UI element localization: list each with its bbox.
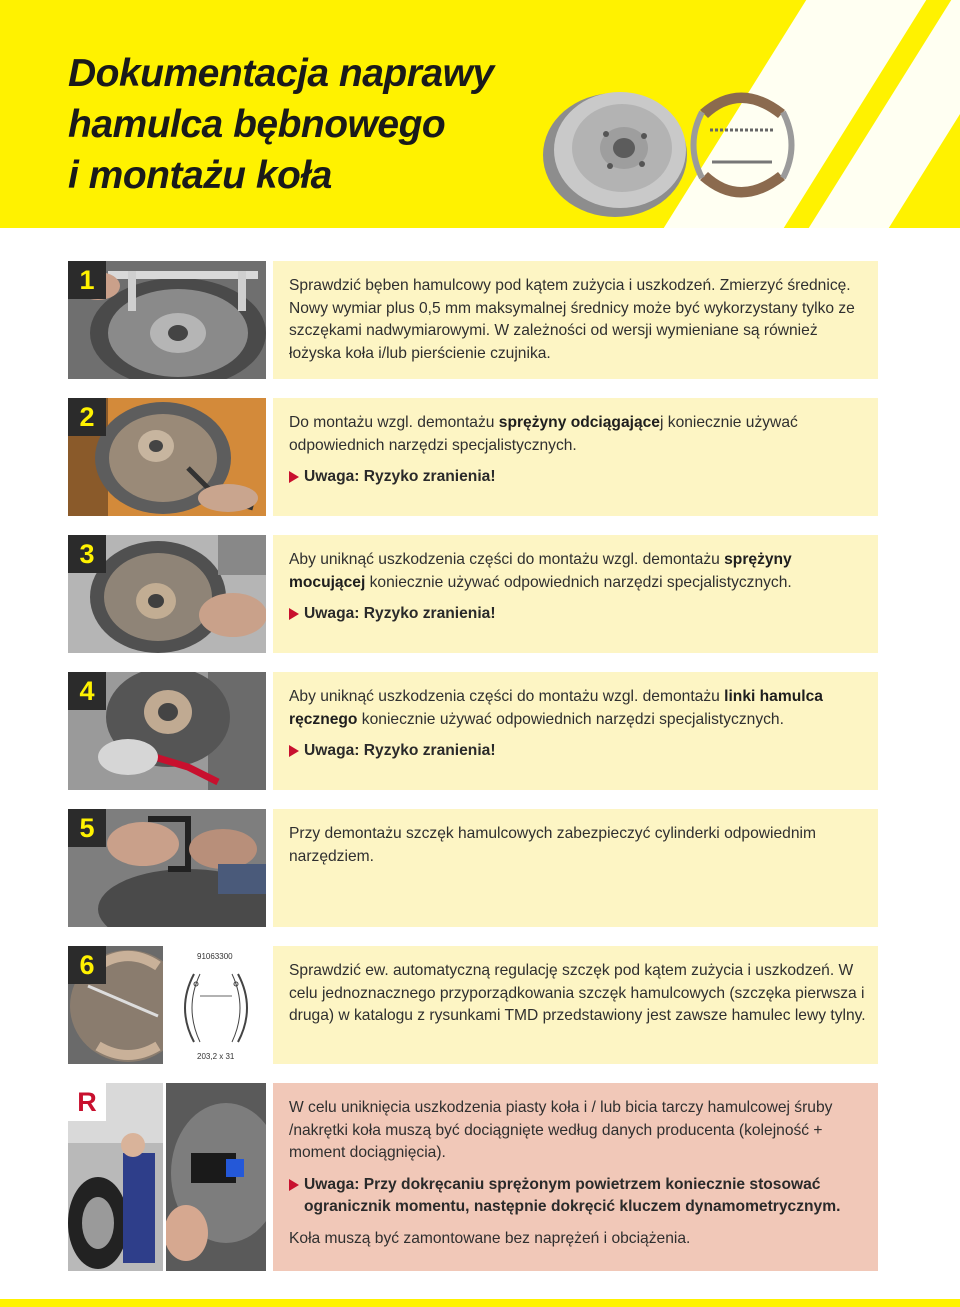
text-segment: Aby uniknąć uszkodzenia części do montażu wzgl. demontażu xyxy=(289,551,725,568)
text-segment: koniecznie używać odpowiednich narzędzi specjalistycznych. xyxy=(357,710,784,728)
warning-text: Uwaga: Przy dokręcaniu sprężonym powietrzem koniecznie stosować ogranicznik momentu, następnie dokręcić kluczem dynamometrycznym. xyxy=(289,1174,868,1219)
step-5 xyxy=(68,809,878,927)
step-r-text-panel xyxy=(273,1083,878,1271)
step-1-text-panel xyxy=(273,261,878,379)
step-6 xyxy=(68,946,878,1064)
header-banner xyxy=(0,0,960,228)
step-2-text xyxy=(289,412,868,457)
bottom-bar xyxy=(0,1299,960,1307)
shoe-diagram xyxy=(166,946,266,1064)
text-segment: Aby uniknąć uszkodzenia części do montażu wzgl. demontażu xyxy=(289,688,725,705)
step-3-text-panel xyxy=(273,535,878,653)
text-bold: sprężyny mocującej xyxy=(289,551,792,591)
step-3-text xyxy=(289,549,868,594)
step-number: 5 xyxy=(68,809,106,847)
title-line-3: i montażu koła xyxy=(68,154,332,197)
step-number: 6 xyxy=(68,946,106,984)
page-title xyxy=(68,48,494,201)
text-segment: j koniecznie używać odpowiednich narzędzi specjalistycznych. xyxy=(289,414,798,454)
step-6-text-panel xyxy=(273,946,878,1064)
step-6-text: Sprawdzić ew. automatyczną regulację szczęk pod kątem zużycia i uszkodzeń. W celu jednoznacznego przyporządkowania szczęk hamulcowych (szczęka pierwsza i druga) w katalogu z rysunkami TMD przedstawiony jest zawsze hamulec lewy tylny. xyxy=(289,962,866,1025)
step-r xyxy=(68,1083,878,1271)
step-4-text xyxy=(289,686,868,731)
text-segment: koniecznie używać odpowiednich narzędzi specjalistycznych. xyxy=(365,573,792,591)
step-r-photo-wrench xyxy=(166,1083,266,1271)
warning-text: Uwaga: Ryzyko zranienia! xyxy=(289,603,868,626)
step-2-text-panel xyxy=(273,398,878,516)
step-r-text: W celu uniknięcia uszkodzenia piasty koła i / lub bicia tarczy hamulcowej śruby /nakrętki koła muszą być dociągnięte według danych producenta (kolejność + moment dociągnięcia). xyxy=(289,1099,833,1162)
step-2 xyxy=(68,398,878,516)
brake-drum-image xyxy=(540,70,810,220)
step-3 xyxy=(68,535,878,653)
text-segment: Do montażu wzgl. demontażu xyxy=(289,414,499,431)
step-1-text: Sprawdzić bęben hamulcowy pod kątem zużycia i uszkodzeń. Zmierzyć średnicę. Nowy wymiar plus 0,5 mm maksymalnej średnicy może być wykorzystany tylko ze szczękami nadwymiarowymi. W zależności od wersji wymieniane są również łożyska koła i/lub pierścienie czujnika. xyxy=(289,277,855,362)
title-line-2: hamulca bębnowego xyxy=(68,103,446,146)
step-1 xyxy=(68,261,878,379)
step-4 xyxy=(68,672,878,790)
text-bold: sprężyny odciągające xyxy=(498,414,660,431)
step-number: 3 xyxy=(68,535,106,573)
warning-text: Uwaga: Ryzyko zranienia! xyxy=(289,466,868,489)
step-number: R xyxy=(68,1083,106,1121)
text-bold: linki hamulca ręcznego xyxy=(289,688,823,728)
step-number: 1 xyxy=(68,261,106,299)
diagram-code: 91063300 xyxy=(197,952,233,961)
step-5-text-panel xyxy=(273,809,878,927)
diagram-size: 203,2 x 31 xyxy=(197,1052,235,1061)
step-r-footer-text: Koła muszą być zamontowane bez naprężeń i obciążenia. xyxy=(289,1229,691,1247)
title-line-1: Dokumentacja naprawy xyxy=(68,52,494,95)
warning-text: Uwaga: Ryzyko zranienia! xyxy=(289,740,868,763)
step-4-text-panel xyxy=(273,672,878,790)
step-number: 2 xyxy=(68,398,106,436)
step-5-text: Przy demontażu szczęk hamulcowych zabezpieczyć cylinderki odpowiednim narzędziem. xyxy=(289,825,816,865)
step-number: 4 xyxy=(68,672,106,710)
